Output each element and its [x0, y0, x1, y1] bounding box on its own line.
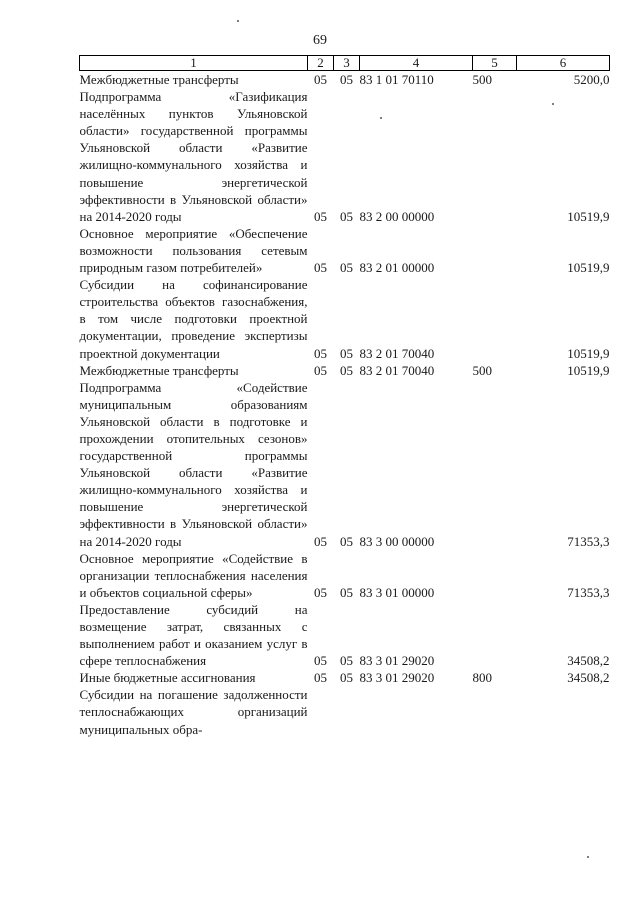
row-target-code: 83 2 01 70040 [359, 345, 435, 361]
row-subsection [334, 686, 360, 737]
row-section: 05 [314, 362, 327, 378]
table-row [80, 550, 610, 601]
column-header-6: 6 [517, 56, 610, 71]
row-amount: 34508,2 [567, 653, 610, 669]
table-row [80, 276, 610, 361]
row-subsection: 05 [340, 208, 353, 224]
row-target-code: 83 1 01 70110 [359, 72, 434, 87]
row-target-code: 83 2 01 70040 [359, 362, 435, 378]
row-subsection: 05 [340, 72, 353, 87]
table-header-row [80, 56, 610, 71]
row-expense-type [473, 225, 517, 276]
row-subsection: 05 [340, 653, 353, 669]
column-header-2: 2 [308, 56, 334, 71]
row-amount: 10519,9 [567, 345, 610, 361]
row-section: 05 [314, 260, 327, 276]
row-expense-type [473, 601, 517, 669]
table-row [80, 601, 610, 669]
row-target-code: 83 2 00 00000 [359, 208, 435, 224]
table-row [80, 362, 610, 379]
row-target-code: 83 3 01 29020 [359, 653, 435, 669]
row-section [308, 686, 334, 737]
row-expense-type [473, 686, 517, 737]
row-expense-type [473, 379, 517, 550]
row-subsection: 05 [340, 345, 353, 361]
page-number: 69 [313, 33, 327, 48]
row-expense-type: 500 [472, 362, 492, 378]
row-amount: 71353,3 [567, 584, 610, 600]
row-section: 05 [314, 653, 327, 669]
column-header-4: 4 [360, 56, 473, 71]
row-target-code: 83 3 00 00000 [359, 533, 435, 549]
row-name: Основное мероприятие «Обеспечение возможности пользования сетевым природным газом потребителей» [79, 225, 308, 276]
row-name: Межбюджетные трансферты [79, 72, 239, 87]
row-section: 05 [314, 584, 327, 600]
row-expense-type [473, 276, 517, 361]
row-section: 05 [314, 533, 327, 549]
row-amount [517, 686, 610, 737]
row-target-code: 83 2 01 00000 [359, 260, 435, 276]
scan-speck [587, 856, 589, 858]
scan-speck [552, 103, 554, 105]
table-row [80, 686, 610, 737]
table-row [80, 669, 610, 686]
row-subsection: 05 [340, 670, 353, 686]
column-header-3: 3 [334, 56, 360, 71]
row-name: Субсидии на погашение задолженности теплоснабжающих организаций муниципальных обра- [79, 687, 308, 737]
table-row [80, 88, 610, 225]
row-subsection: 05 [340, 362, 353, 378]
column-header-5: 5 [473, 56, 517, 71]
row-section: 05 [314, 345, 327, 361]
table-row [80, 225, 610, 276]
column-header-1: 1 [80, 56, 308, 71]
row-amount: 10519,9 [567, 362, 610, 378]
row-amount: 71353,3 [567, 533, 610, 549]
row-name: Подпрограмма «Газификация населённых пунктов Ульяновской области» государственной программы Ульяновской области «Развитие жилищно-коммунального хозяйства и повышение энергетической эффективности в Ульяновской области» на 2014-2020 годы [79, 89, 308, 224]
row-name: Субсидии на софинансирование строительства объектов газоснабжения, в том числе подготовки проектной документации, проведение экспертизы проектной документации [79, 277, 308, 361]
scan-speck [237, 20, 239, 22]
table-row [80, 71, 610, 89]
row-amount: 34508,2 [567, 670, 610, 686]
row-subsection: 05 [340, 260, 353, 276]
row-expense-type: 500 [472, 72, 492, 87]
row-amount: 5200,0 [573, 72, 610, 87]
row-section: 05 [314, 208, 327, 224]
row-amount: 10519,9 [567, 208, 610, 224]
row-subsection: 05 [340, 533, 353, 549]
row-name: Основное мероприятие «Содействие в организации теплоснабжения населения и объектов социальной сферы» [79, 550, 308, 600]
row-subsection: 05 [340, 584, 353, 600]
table-row [80, 379, 610, 550]
budget-table [79, 55, 610, 738]
row-target-code: 83 3 01 29020 [359, 670, 435, 686]
row-section: 05 [314, 72, 327, 87]
row-target-code [360, 686, 473, 737]
row-name: Межбюджетные трансферты [79, 362, 239, 378]
row-expense-type: 800 [472, 670, 492, 686]
scan-speck [380, 117, 382, 119]
row-name: Подпрограмма «Содействие муниципальным образованиям Ульяновской области в подготовке и прохождении отопительных сезонов» государственной программы Ульяновской области «Развитие жилищно-коммунального хозяйства и повышение энергетической эффективности в Ульяновской области» на 2014-2020 годы [79, 379, 308, 549]
row-target-code: 83 3 01 00000 [359, 584, 435, 600]
row-expense-type [473, 550, 517, 601]
row-amount: 10519,9 [567, 260, 610, 276]
row-name: Иные бюджетные ассигнования [79, 670, 256, 686]
row-name: Предоставление субсидий на возмещение затрат, связанных с выполнением работ и оказанием услуг в сфере теплоснабжения [79, 601, 308, 669]
row-expense-type [473, 88, 517, 225]
row-section: 05 [314, 670, 327, 686]
